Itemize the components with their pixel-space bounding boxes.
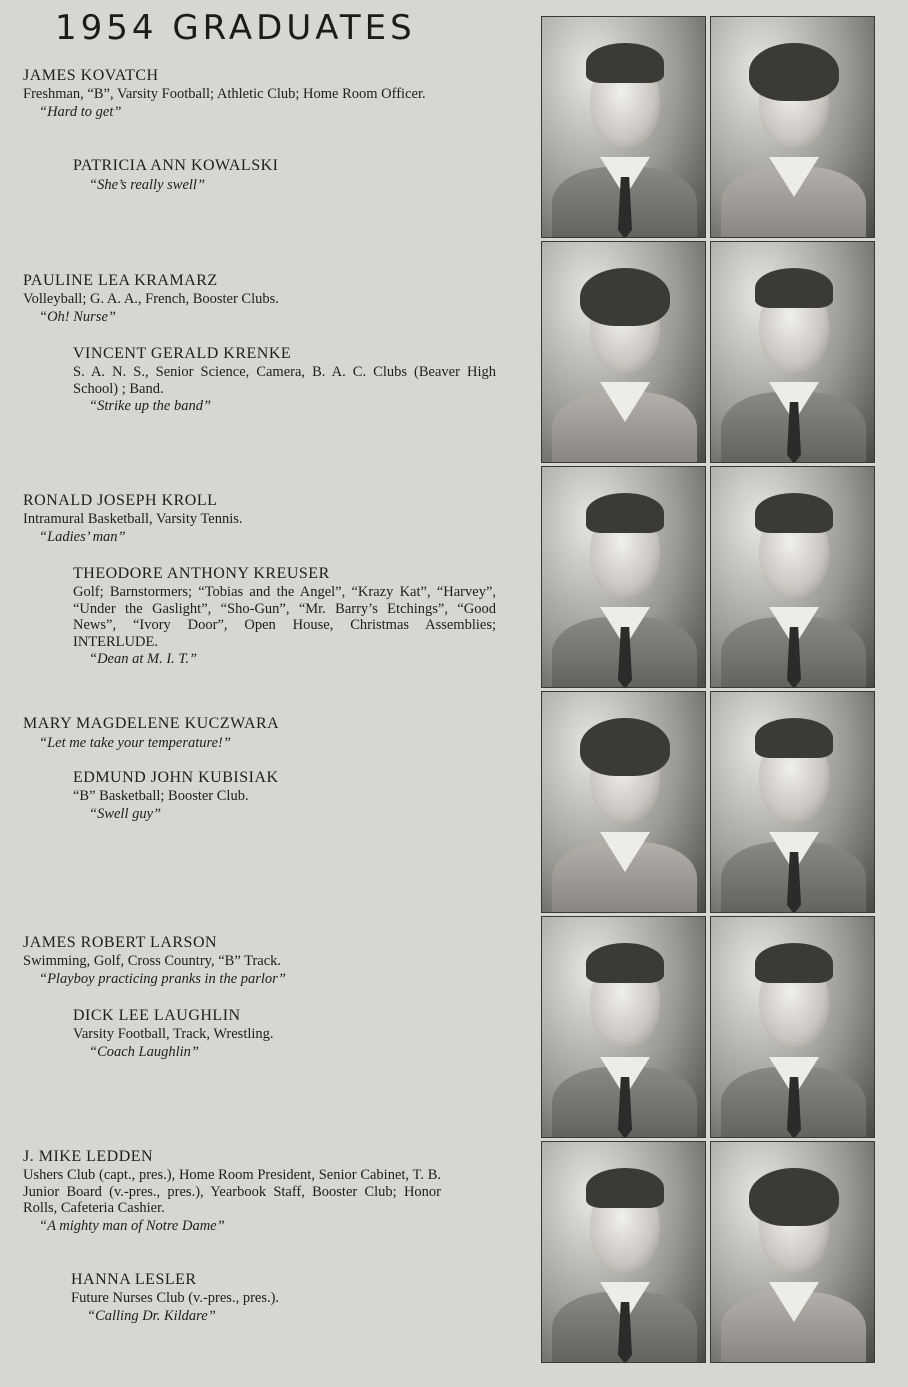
portrait-row: [541, 1141, 879, 1363]
portrait-row: [541, 691, 879, 913]
graduate-entry: [73, 564, 496, 668]
portrait-photo: [710, 691, 875, 913]
portrait-photo: [541, 916, 706, 1138]
graduate-quote: “Let me take your temperature!”: [39, 735, 231, 751]
graduate-name: JAMES KOVATCH: [23, 67, 159, 84]
portrait-row: [541, 916, 879, 1138]
graduate-entry: [23, 491, 443, 546]
graduate-name: DICK LEE LAUGHLIN: [73, 1007, 241, 1024]
graduate-entry: [23, 933, 443, 988]
graduate-quote: “Strike up the band”: [89, 398, 212, 414]
portrait-row: [541, 241, 879, 463]
graduate-name: HANNA LESLER: [71, 1271, 197, 1288]
portrait-photo: [541, 241, 706, 463]
graduate-quote: “Playboy practicing pranks in the parlor”: [39, 970, 286, 987]
graduate-activities: Future Nurses Club (v.-pres., pres.).: [71, 1290, 280, 1306]
portrait-row: [541, 16, 879, 238]
graduate-activities: Varsity Football, Track, Wrestling.: [73, 1026, 274, 1042]
graduate-entry: [23, 714, 443, 752]
graduate-entry: [73, 156, 493, 194]
portrait-photo: [541, 466, 706, 688]
portrait-grid: [541, 16, 879, 1366]
portrait-photo: [710, 16, 875, 238]
graduate-quote: “Dean at M. I. T.”: [89, 651, 198, 667]
graduate-activities: Golf; Barnstormers; “Tobias and the Angel”, “Krazy Kat”, “Harvey”, “Under the Gaslight”, “Sho-Gun”, “Mr. Barry’s Etchings”, “Good News”, “Ivory Door”, Open House, Christmas Assemblies; INTERLUDE.: [73, 584, 496, 650]
graduate-name: RONALD JOSEPH KROLL: [23, 492, 218, 509]
graduate-activities: Ushers Club (capt., pres.), Home Room President, Senior Cabinet, T. B. Junior Board (v.-pres., pres.), Yearbook Staff, Booster Club; Honor Rolls, Cafeteria Cashier.: [23, 1167, 441, 1216]
graduate-entry: [73, 768, 493, 823]
graduate-name: THEODORE ANTHONY KREUSER: [73, 565, 330, 582]
graduate-entry: [71, 1270, 491, 1325]
graduate-quote: “A mighty man of Notre Dame”: [39, 1217, 225, 1234]
graduate-quote: “Hard to get”: [39, 103, 122, 120]
graduate-name: JAMES ROBERT LARSON: [23, 934, 218, 951]
graduate-activities: Freshman, “B”, Varsity Football; Athletic Club; Home Room Officer.: [23, 86, 426, 102]
graduate-name: PAULINE LEA KRAMARZ: [23, 272, 218, 289]
portrait-photo: [541, 1141, 706, 1363]
graduate-quote: “She’s really swell”: [89, 177, 206, 193]
graduate-quote: “Swell guy”: [89, 805, 162, 822]
page-title: 1954 GRADUATES: [55, 8, 416, 48]
portrait-photo: [710, 466, 875, 688]
graduate-entry: [73, 344, 496, 415]
graduate-name: J. MIKE LEDDEN: [23, 1148, 154, 1165]
graduate-activities: Swimming, Golf, Cross Country, “B” Track.: [23, 953, 282, 969]
portrait-photo: [710, 916, 875, 1138]
portrait-photo: [541, 691, 706, 913]
graduate-quote: “Oh! Nurse”: [39, 308, 116, 325]
graduate-quote: “Coach Laughlin”: [89, 1043, 199, 1060]
portrait-row: [541, 466, 879, 688]
graduate-entry: [23, 1147, 441, 1235]
graduate-activities: “B” Basketball; Booster Club.: [73, 788, 249, 804]
graduate-entry: [73, 1006, 493, 1061]
graduate-entry: [23, 271, 443, 326]
graduate-name: EDMUND JOHN KUBISIAK: [73, 769, 279, 786]
graduate-activities: S. A. N. S., Senior Science, Camera, B. A. C. Clubs (Beaver High School) ; Band.: [73, 364, 496, 397]
graduate-name: MARY MAGDELENE KUCZWARA: [23, 715, 280, 732]
graduate-entry: [23, 66, 443, 121]
graduate-name: VINCENT GERALD KRENKE: [73, 345, 292, 362]
graduate-activities: Intramural Basketball, Varsity Tennis.: [23, 511, 243, 527]
graduate-activities: Volleyball; G. A. A., French, Booster Clubs.: [23, 291, 279, 307]
graduate-name: PATRICIA ANN KOWALSKI: [73, 157, 279, 174]
portrait-photo: [710, 1141, 875, 1363]
portrait-photo: [541, 16, 706, 238]
graduate-quote: “Calling Dr. Kildare”: [87, 1307, 216, 1324]
graduate-quote: “Ladies’ man”: [39, 528, 126, 545]
portrait-photo: [710, 241, 875, 463]
